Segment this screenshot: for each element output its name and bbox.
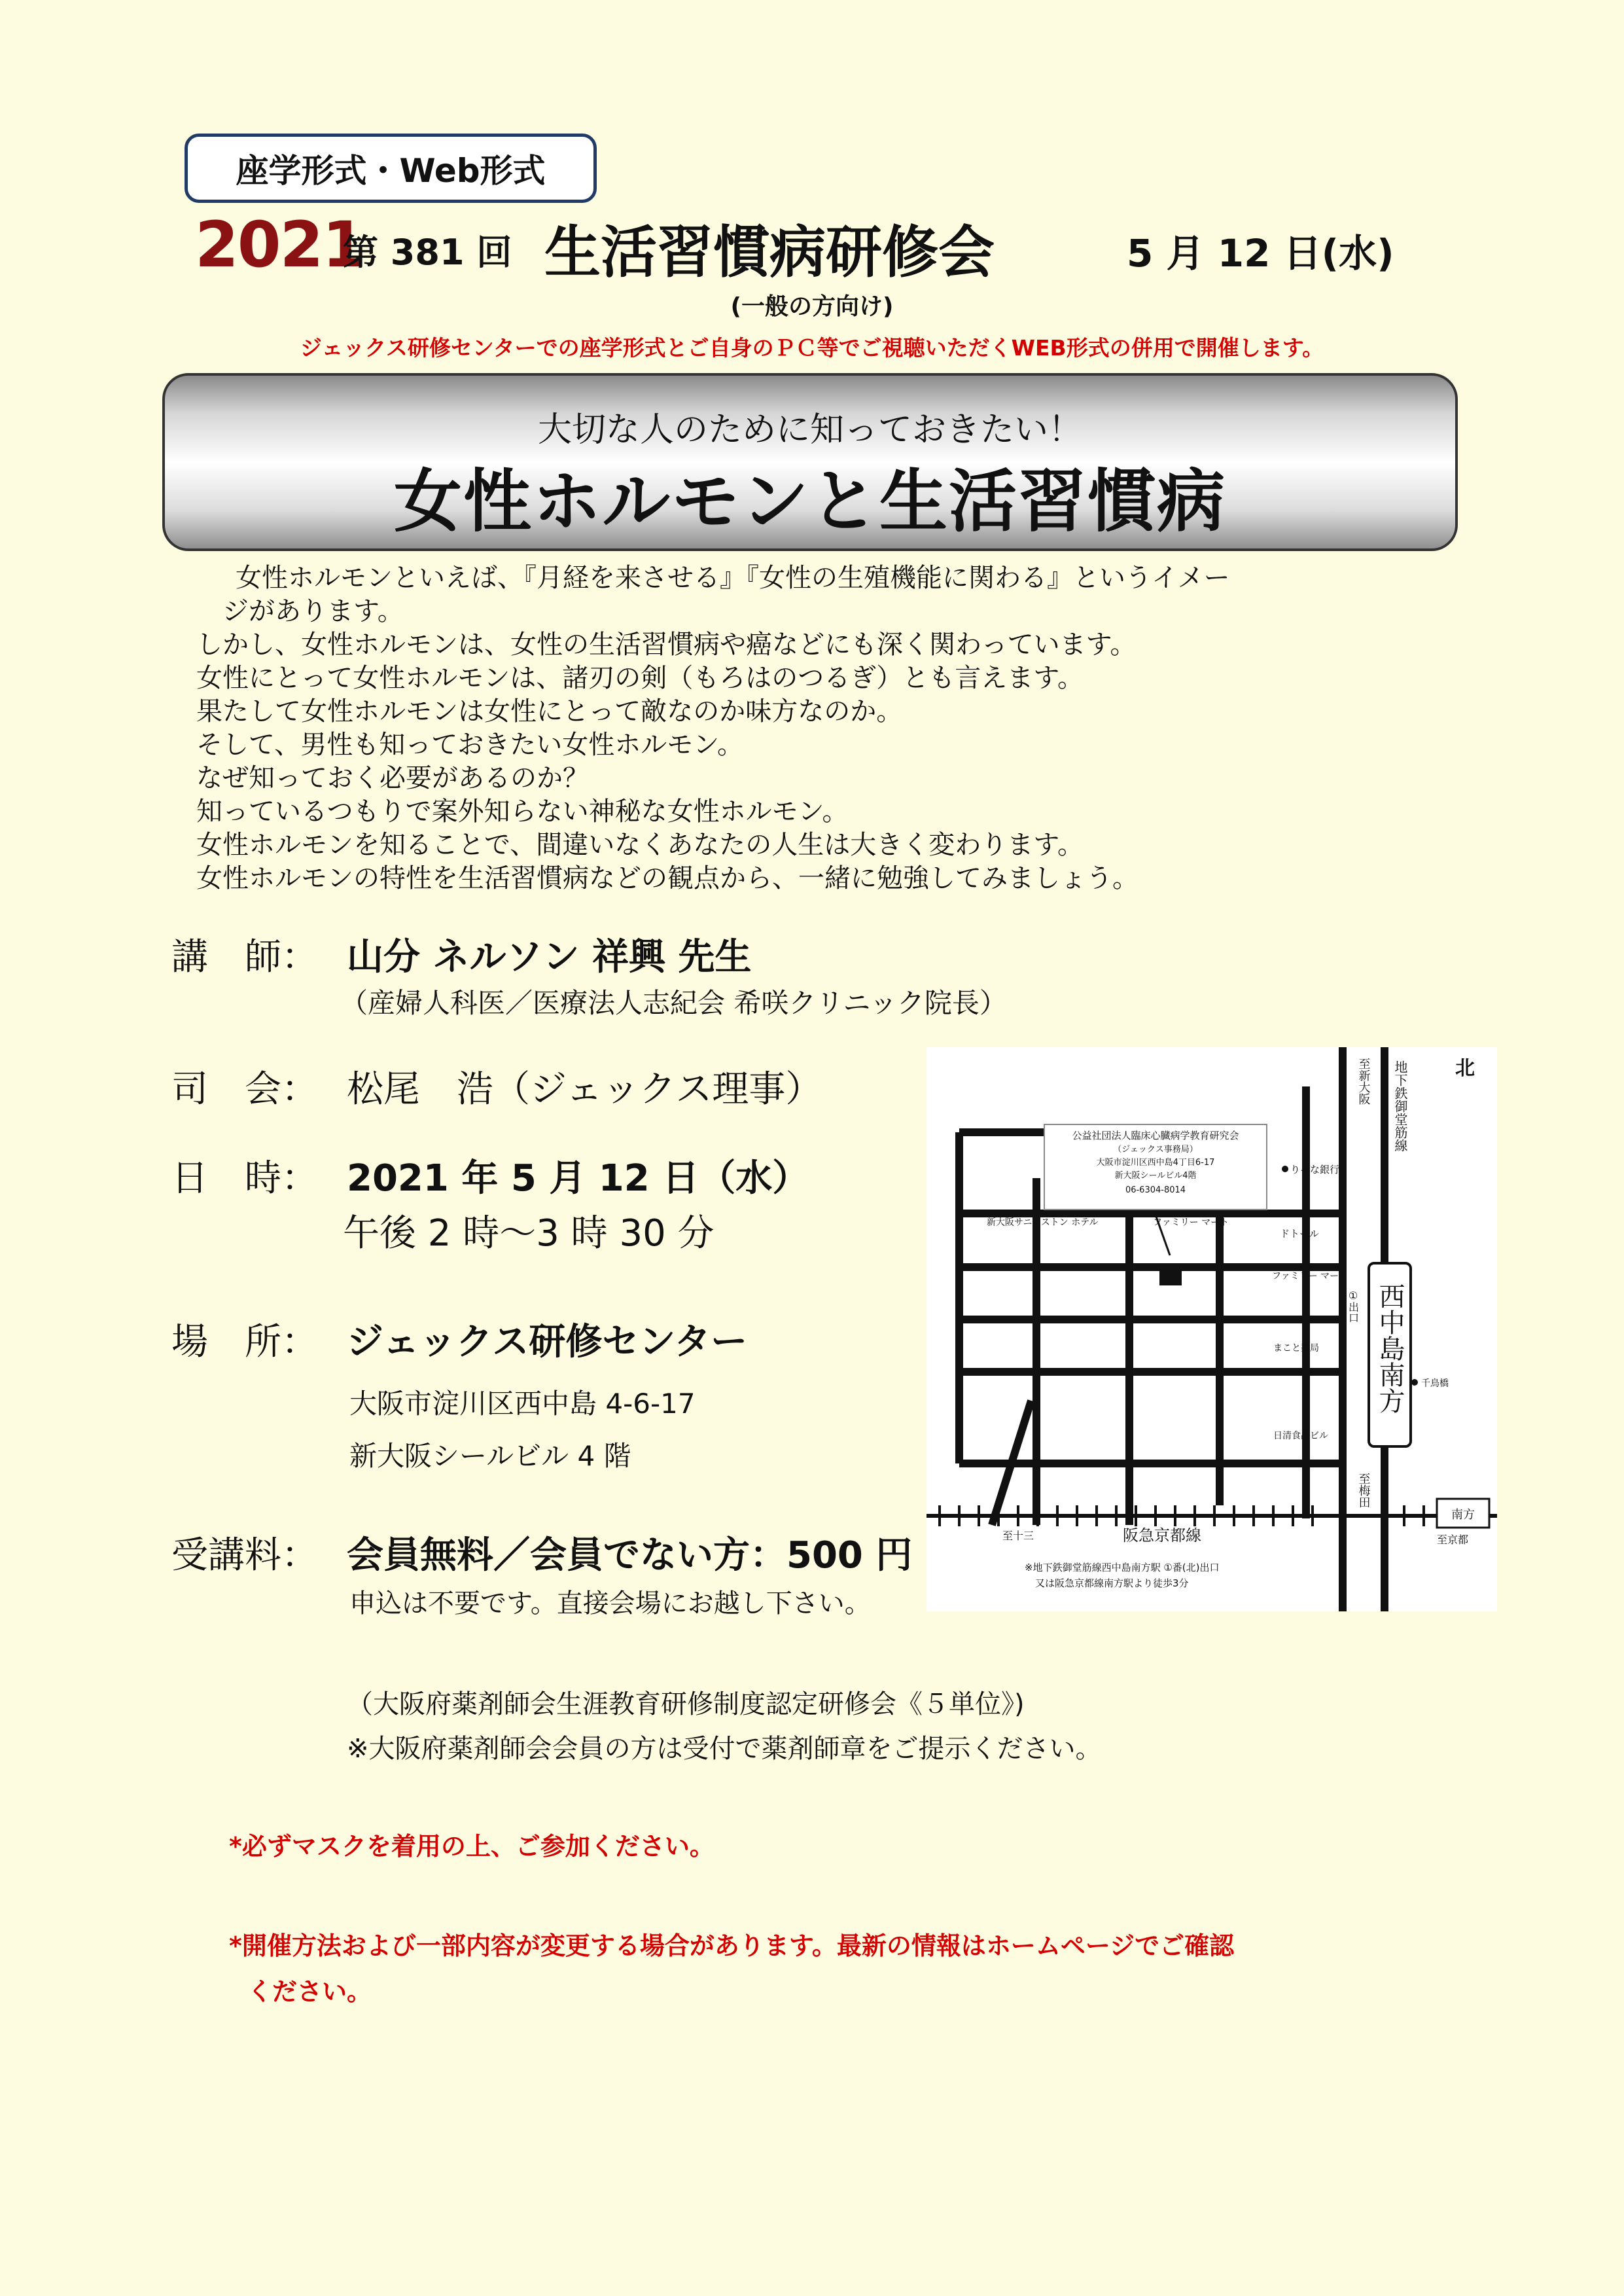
access-map bbox=[927, 1047, 1497, 1611]
intro-line: 女性にとって女性ホルモンは、諸刃の剣（もろはのつるぎ）とも言えます。 bbox=[196, 663, 1084, 693]
to-kyoto-label: 至京都 bbox=[1437, 1534, 1469, 1546]
to-shin-osaka-label: 至新大阪 bbox=[1356, 1058, 1371, 1105]
change-notice: *開催方法および一部内容が変更する場合があります。最新の情報はホームページでご確認 bbox=[229, 1931, 1235, 1960]
seminar-title: 生活習慣病研修会 bbox=[544, 220, 995, 285]
minamikata-label: 南方 bbox=[1451, 1508, 1475, 1522]
landmark-family-mart: ファミリー マート bbox=[1272, 1271, 1349, 1282]
map-box-line: 06-6304-8014 bbox=[1125, 1185, 1186, 1195]
access-note: ※地下鉄御堂筋線西中島南方駅 ①番(北)出口 bbox=[1025, 1562, 1220, 1573]
venue-marker bbox=[1159, 1263, 1182, 1285]
landmark-resona: りそな銀行 bbox=[1290, 1164, 1340, 1175]
map-box-line: 新大阪シールビル4階 bbox=[1114, 1171, 1197, 1181]
fee-label: 受講料： bbox=[171, 1534, 318, 1577]
landmark-sunny-stone: 新大阪サニーストン ホテル bbox=[987, 1217, 1099, 1228]
to-umeda-label: 至梅田 bbox=[1356, 1473, 1371, 1508]
datetime-label: 日 時： bbox=[171, 1157, 318, 1200]
north-label: 北 bbox=[1455, 1057, 1475, 1080]
intro-line: なぜ知っておく必要があるのか？ bbox=[196, 763, 589, 793]
map-box-line: 公益社団法人臨床心臓病学教育研究会 bbox=[1072, 1130, 1239, 1141]
lecturer-name: 山分 ネルソン 祥興 先生 bbox=[347, 936, 752, 978]
hankyu-line-label: 阪急京都線 bbox=[1123, 1526, 1201, 1545]
landmark-makoto: まこと薬局 bbox=[1273, 1343, 1319, 1354]
venue-address-1: 大阪市淀川区西中島 4-6-17 bbox=[349, 1388, 696, 1420]
lecturer-label: 講 師： bbox=[171, 936, 318, 978]
change-notice-cont: ください。 bbox=[247, 1977, 372, 2006]
intro-line: 女性ホルモンといえば、『月経を来させる』『女性の生殖機能に関わる』というイメー bbox=[236, 563, 1230, 593]
to-juso-label: 至十三 bbox=[1002, 1530, 1034, 1542]
format-notice: ジェックス研修センターでの座学形式とご自身のＰＣ等でご視聴いただくWEB形式の併用で開催します。 bbox=[300, 335, 1324, 361]
venue-address-2: 新大阪シールビル 4 階 bbox=[349, 1440, 631, 1472]
pharma-credit: （大阪府薬剤師会生涯教育研修制度認定研修会《５単位》) bbox=[347, 1689, 1025, 1719]
map-box-line: 大阪市淀川区西中島4丁目6-17 bbox=[1096, 1158, 1215, 1168]
intro-line: ジがあります。 bbox=[222, 596, 404, 626]
event-date: 5 月 12 日(水) bbox=[1127, 231, 1394, 276]
host-label: 司 会： bbox=[171, 1068, 318, 1111]
fee-value: 会員無料／会員でない方：500 円 bbox=[347, 1534, 913, 1577]
intro-line: そして、男性も知っておきたい女性ホルモン。 bbox=[196, 730, 743, 760]
landmark-chishima: 千鳥橋 bbox=[1421, 1378, 1449, 1389]
map-drawing bbox=[927, 1047, 1497, 1611]
venue-name: ジェックス研修センター bbox=[347, 1321, 748, 1363]
audience-label: (一般の方向け) bbox=[730, 293, 894, 320]
datetime-time: 午後 2 時〜3 時 30 分 bbox=[343, 1212, 715, 1255]
mask-notice: *必ずマスクを着用の上、ご参加ください。 bbox=[229, 1832, 715, 1861]
banner-subtitle: 大切な人のために知っておきたい！ bbox=[537, 410, 1082, 450]
datetime-date: 2021 年 5 月 12 日（水） bbox=[347, 1157, 809, 1200]
session-number: 第 381 回 bbox=[343, 232, 512, 273]
intro-line: 知っているつもりで案外知らない神秘な女性ホルモン。 bbox=[196, 797, 849, 827]
intro-text bbox=[196, 562, 1439, 895]
landmark-doutor: ドトール bbox=[1280, 1228, 1319, 1240]
landmark-nisshin: 日清食品ビル bbox=[1273, 1431, 1328, 1441]
fee-note: 申込は不要です。直接会場にお越し下さい。 bbox=[349, 1588, 871, 1619]
topic-banner bbox=[162, 373, 1458, 551]
pharma-note: ※大阪府薬剤師会会員の方は受付で薬剤師章をご提示ください。 bbox=[347, 1734, 1102, 1764]
subway-line-label: 地下鉄御堂筋線 bbox=[1392, 1060, 1408, 1152]
station-name: 西中島南方 bbox=[1375, 1283, 1405, 1414]
intro-line: 女性ホルモンの特性を生活習慣病などの観点から、一緒に勉強してみましょう。 bbox=[196, 863, 1139, 893]
venue-label: 場 所： bbox=[171, 1321, 318, 1363]
intro-line: しかし、女性ホルモンは、女性の生活習慣病や癌などにも深く関わっています。 bbox=[196, 630, 1137, 660]
intro-line: 果たして女性ホルモンは女性にとって敵なのか味方なのか。 bbox=[196, 696, 903, 726]
map-box-line: （ジェックス事務局） bbox=[1113, 1145, 1198, 1155]
event-year: 2021 bbox=[195, 208, 365, 281]
banner-title: 女性ホルモンと生活習慣病 bbox=[393, 461, 1226, 541]
intro-line: 女性ホルモンを知ることで、間違いなくあなたの人生は大きく変わります。 bbox=[196, 830, 1084, 860]
format-tag: 座学形式・Web形式 bbox=[185, 134, 597, 203]
access-note: 又は阪急京都線南方駅より徒歩3分 bbox=[1035, 1577, 1189, 1589]
host-name: 松尾 浩（ジェックス理事） bbox=[347, 1068, 822, 1111]
landmark-family-mart: ファミリー マート bbox=[1153, 1217, 1229, 1228]
exit-label: ①出口 bbox=[1347, 1289, 1360, 1323]
lecturer-affiliation: （産婦人科医／医療法人志紀会 希咲クリニック院長） bbox=[340, 987, 1007, 1019]
